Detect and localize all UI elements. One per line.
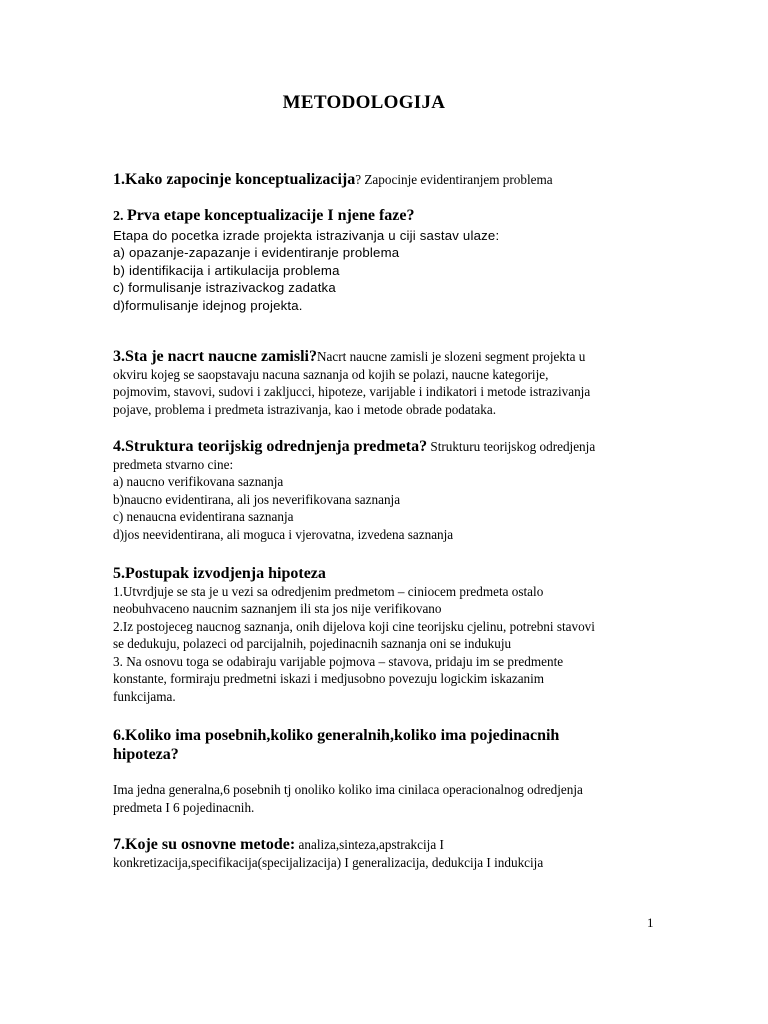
answer-5-line: konstante, formiraju predmetni iskazi i medjusobno povezuju logickim iskazanim [113, 671, 545, 686]
answer-4-line: d)jos neevidentirana, ali moguca i vjerovatna, izvedena saznanja [113, 526, 454, 542]
answer-7-first-line: analiza,sinteza,apstrakcija I [295, 837, 444, 852]
answer-3-line: pojave, problema i predmeta istrazivanja, kao i metode obrade podataka. [113, 401, 497, 417]
answer-3-line: okviru kojeg se saopstavaju nacuna saznanja od kojih se polazi, naucne kategorije, [113, 366, 549, 382]
question-6-title: hipoteza? [113, 746, 179, 763]
answer-5-line: se dedukuju, polazeci od parcijalnih, pojedinacnih saznanja oni se indukuju [113, 636, 512, 651]
answer-2-line: d)formulisanje idejnog projekta. [113, 297, 303, 313]
question-6-title: 6.Koliko ima posebnih,koliko generalnih,koliko ima pojedinacnih [113, 727, 560, 744]
question-2 [113, 207, 661, 314]
question-1 [113, 171, 661, 189]
question-5-title: 5.Postupak izvodjenja hipoteza [113, 565, 326, 582]
page-number: 1 [647, 915, 654, 930]
question-7 [113, 836, 661, 871]
answer-6-line: Ima jedna generalna,6 posebnih tj onoliko koliko ima cinilaca operacionalnog odredjenja [113, 782, 583, 797]
question-3 [113, 348, 661, 418]
answer-2-line: a) opazanje-zapazanje i evidentiranje problema [113, 245, 400, 260]
question-1-title: Kako zapocinje konceptualizacija [125, 171, 356, 188]
question-6 [113, 726, 661, 816]
answer-4-line: a) naucno verifikovana saznanja [113, 474, 284, 489]
answer-5-line: 2.Iz postojeceg naucnog saznanja, onih dijelova koji cine teorijsku cjelinu, potrebni stavovi [113, 618, 595, 634]
answer-5-line: funkcijama. [113, 688, 176, 704]
question-2-number: 2. [113, 209, 127, 224]
answer-5-line: 3. Na osnovu toga se odabiraju varijable pojmova – stavova, pridaju im se predmente [113, 653, 564, 669]
question-4-title: 4.Struktura teorijskig odrednjenja predmeta? [113, 438, 428, 455]
page-title: METODOLOGIJA [282, 92, 446, 113]
answer-2-line: c) formulisanje istrazivackog zadatka [113, 280, 336, 295]
answer-4-line: c) nenaucna evidentirana saznanja [113, 509, 294, 524]
question-5 [113, 565, 661, 705]
answer-4-first-line: Strukturu teorijskog odredjenja [427, 439, 596, 454]
answer-5-line: 1.Utvrdjuje se sta je u vezi sa odredjenim predmetom – ciniocem predmeta ostalo [113, 583, 544, 599]
question-3-title: 3.Sta je nacrt naucne zamisli? [113, 348, 317, 365]
answer-4-line: b)naucno evidentirana, ali jos neverifikovana saznanja [113, 491, 401, 507]
question-7-title: 7.Koje su osnovne metode: [113, 836, 296, 853]
answer-3-line: pojmovim, stavovi, sudovi i zakljucci, hipoteze, varijable i indikatori i metode istrazivanja [113, 384, 591, 399]
answer-4-line: predmeta stvarno cine: [113, 456, 234, 472]
question-4 [113, 438, 661, 543]
answer-3-first-line: Nacrt naucne zamisli je slozeni segment projekta u [316, 349, 586, 364]
question-1-number: 1. [113, 171, 125, 188]
answer-6-line: predmeta I 6 pojedinacnih. [113, 799, 255, 815]
question-1-answer: ? Zapocinje evidentiranjem problema [355, 172, 553, 187]
answer-7-line: konkretizacija,specifikacija(specijalizacija) I generalizacija, dedukcija I indukcija [113, 854, 544, 870]
question-2-title: Prva etape konceptualizacije I njene faze? [127, 207, 415, 224]
answer-5-line: neobuhvaceno naucnim saznanjem ili sta jos nije verifikovano [113, 601, 442, 616]
answer-2-line: Etapa do pocetka izrade projekta istrazivanja u ciji sastav ulaze: [113, 227, 500, 243]
answer-2-line: b) identifikacija i artikulacija problema [113, 262, 340, 278]
